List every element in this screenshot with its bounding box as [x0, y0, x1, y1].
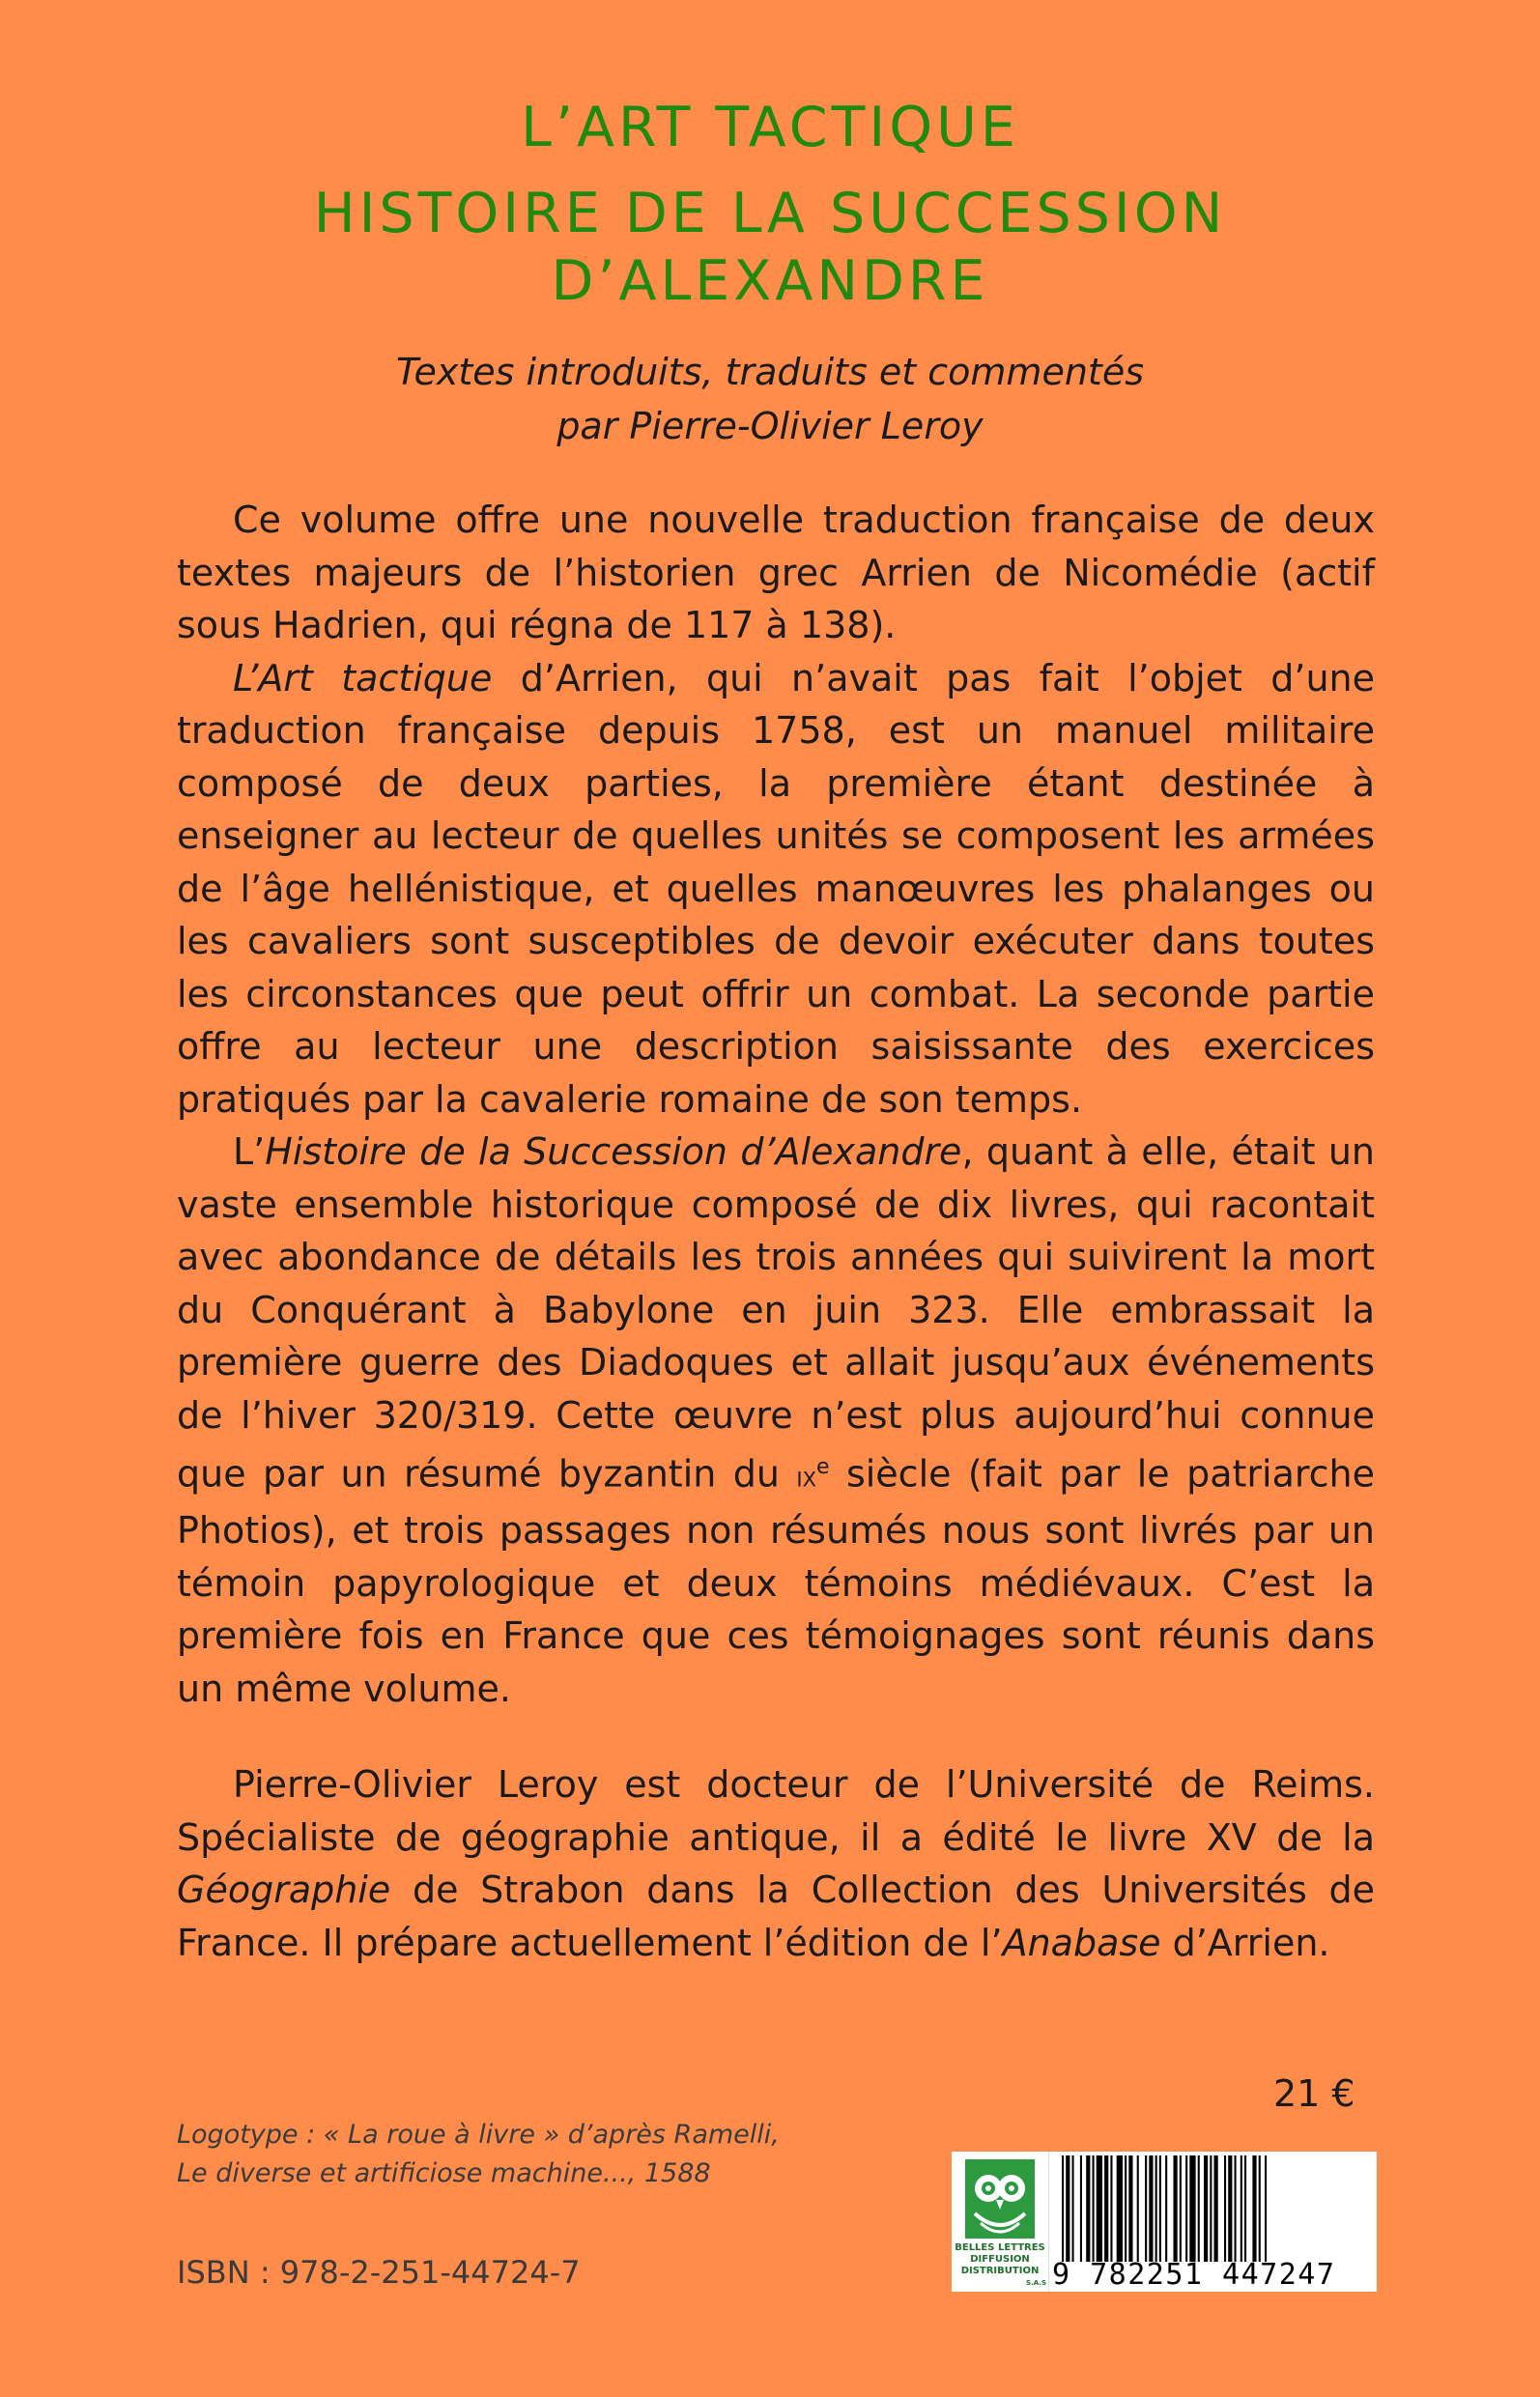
logo-credit [177, 2116, 780, 2193]
distributor-line-4: S.A.S [1026, 2279, 1046, 2287]
isbn: ISBN : 978-2-251-44724-7 [177, 2254, 581, 2291]
bio-paragraph [177, 1758, 1375, 1969]
paragraph-3-end: siècle (fait par le patriarche Photios), et trois passages non résumés nous sont livrés par un témoin papyrologique et deux témoins médiévaux. C’est la première fois en France que ces témoignages sont réunis dans un même volume. [177, 1452, 1375, 1710]
bio-text-3: d’Arrien. [1160, 1921, 1330, 1964]
distributor-line-1: BELLES LETTRES [955, 2242, 1045, 2253]
century-suffix: e [815, 1455, 830, 1479]
barcode-digits: 9 782251 447247 [1052, 2258, 1336, 2292]
barcode-panel [952, 2152, 1377, 2292]
title-histoire-succession [0, 180, 1540, 315]
subtitle-line-2: par Pierre-Olivier Leroy [556, 405, 984, 447]
distributor-name [954, 2242, 1046, 2289]
blurb-paragraph-1: Ce volume offre une nouvelle traduction française de deux textes majeurs de l’historien grec Arrien de Nicomédie (actif sous Hadrien, qui régna de 117 à 138). [177, 499, 1375, 646]
price: 21 € [1273, 2072, 1355, 2115]
subtitle [0, 345, 1540, 453]
title-line-2: D’ALEXANDRE [551, 249, 989, 313]
distributor-line-2: DIFFUSION [970, 2254, 1030, 2265]
author-bio [177, 1758, 1375, 1969]
bio-text-1: Pierre-Olivier Leroy est docteur de l’Université de Reims. Spécialiste de géographie antique, il a édité le livre XV de la [177, 1763, 1375, 1859]
work-title-geographie: Géographie [177, 1869, 391, 1911]
work-title-anabase: Anabase [1002, 1921, 1161, 1964]
blurb [177, 494, 1375, 1715]
work-title-histoire: Histoire de la Succession d’Alexandre [265, 1130, 962, 1173]
paragraph-3-prefix: L’ [233, 1130, 266, 1173]
paragraph-3-text: , quant à elle, était un vaste ensemble historique composé de dix livres, qui racontait avec abondance de détails les trois années qui suivirent la mort du Conquérant à Babylone en juin 323. Elle embrassait la première guerre des Diadoques et allait jusqu’aux événements de l’hiver 320/319. Cette œuvre n’est plus aujourd’hui connue que par un résumé byzantin du [177, 1130, 1375, 1496]
distributor-line-3: DISTRIBUTION [960, 2266, 1040, 2276]
century-numeral: ix [796, 1460, 816, 1495]
owl-icon [965, 2159, 1035, 2239]
title-line-1: HISTOIRE DE LA SUCCESSION [313, 182, 1227, 245]
owl-emblem-icon [965, 2159, 1035, 2239]
blurb-paragraph-3 [177, 1126, 1375, 1715]
distributor-logo [952, 2152, 1049, 2292]
logo-credit-line-1: Logotype : « La roue à livre » d’après Ramelli, [177, 2120, 780, 2150]
logo-credit-line-2: Le diverse et artificiose machine..., 1588 [177, 2158, 711, 2188]
work-title-art-tactique: L’Art tactique [233, 656, 493, 699]
barcode-icon [1060, 2155, 1367, 2262]
bio-text-2: de Strabon dans la Collection des Universités de France. Il prépare actuellement l’édition de l’ [177, 1869, 1375, 1964]
subtitle-line-1: Textes introduits, traduits et commentés [396, 351, 1144, 393]
paragraph-2-text: d’Arrien, qui n’avait pas fait l’objet d’une traduction française depuis 1758, est un manuel militaire composé de deux parties, la première étant destinée à enseigner au lecteur de quelles unités se composent les armées de l’âge hellénistique, et quelles manœuvres les phalanges ou les cavaliers sont susceptibles de devoir exécuter dans toutes les circonstances que peut offrir un combat. La seconde partie offre au lecteur une description saisissante des exercices pratiqués par la cavalerie romaine de son temps. [177, 656, 1375, 1121]
blurb-paragraph-2 [177, 652, 1375, 1127]
title-art-tactique: L’ART TACTIQUE [521, 96, 1019, 159]
